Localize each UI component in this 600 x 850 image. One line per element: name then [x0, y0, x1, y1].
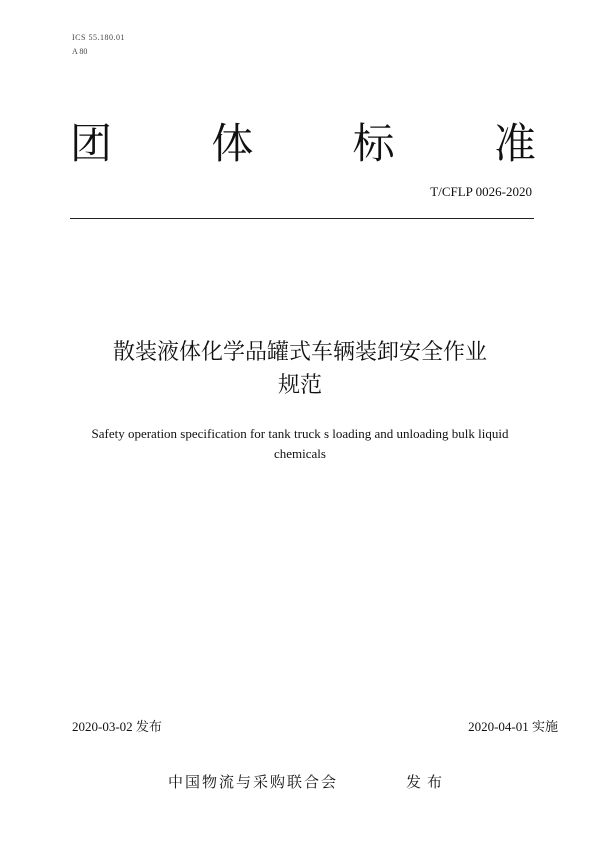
publish-date-block	[72, 718, 162, 737]
title-char: 体	[211, 119, 254, 168]
implement-date: 2020-04-01	[468, 719, 529, 734]
ics-code: ICS 55.180.01	[72, 33, 125, 42]
issuer-name: 中国物流与采购联合会	[168, 773, 339, 791]
title-divider	[70, 218, 534, 219]
english-title	[50, 424, 550, 464]
ccs-code: A 80	[72, 47, 88, 56]
title-char: 准	[493, 119, 536, 168]
chinese-title	[50, 336, 550, 402]
title-char: 团	[70, 119, 113, 168]
issuer-action: 发布	[406, 773, 449, 791]
standard-type-title	[70, 116, 536, 172]
implement-label: 实施	[531, 720, 558, 735]
english-title-line: chemicals	[274, 446, 326, 461]
chinese-title-line: 规范	[277, 373, 322, 398]
publish-label: 发布	[135, 720, 162, 735]
publish-date: 2020-03-02	[72, 719, 133, 734]
english-title-line: Safety operation specification for tank truck s loading and unloading bulk liquid	[91, 426, 509, 441]
standard-number: T/CFLP 0026-2020	[430, 184, 532, 199]
implement-date-block	[468, 718, 558, 737]
chinese-title-line: 散装液体化学品罐式车辆装卸安全作业	[112, 340, 487, 365]
title-char: 标	[352, 119, 395, 168]
